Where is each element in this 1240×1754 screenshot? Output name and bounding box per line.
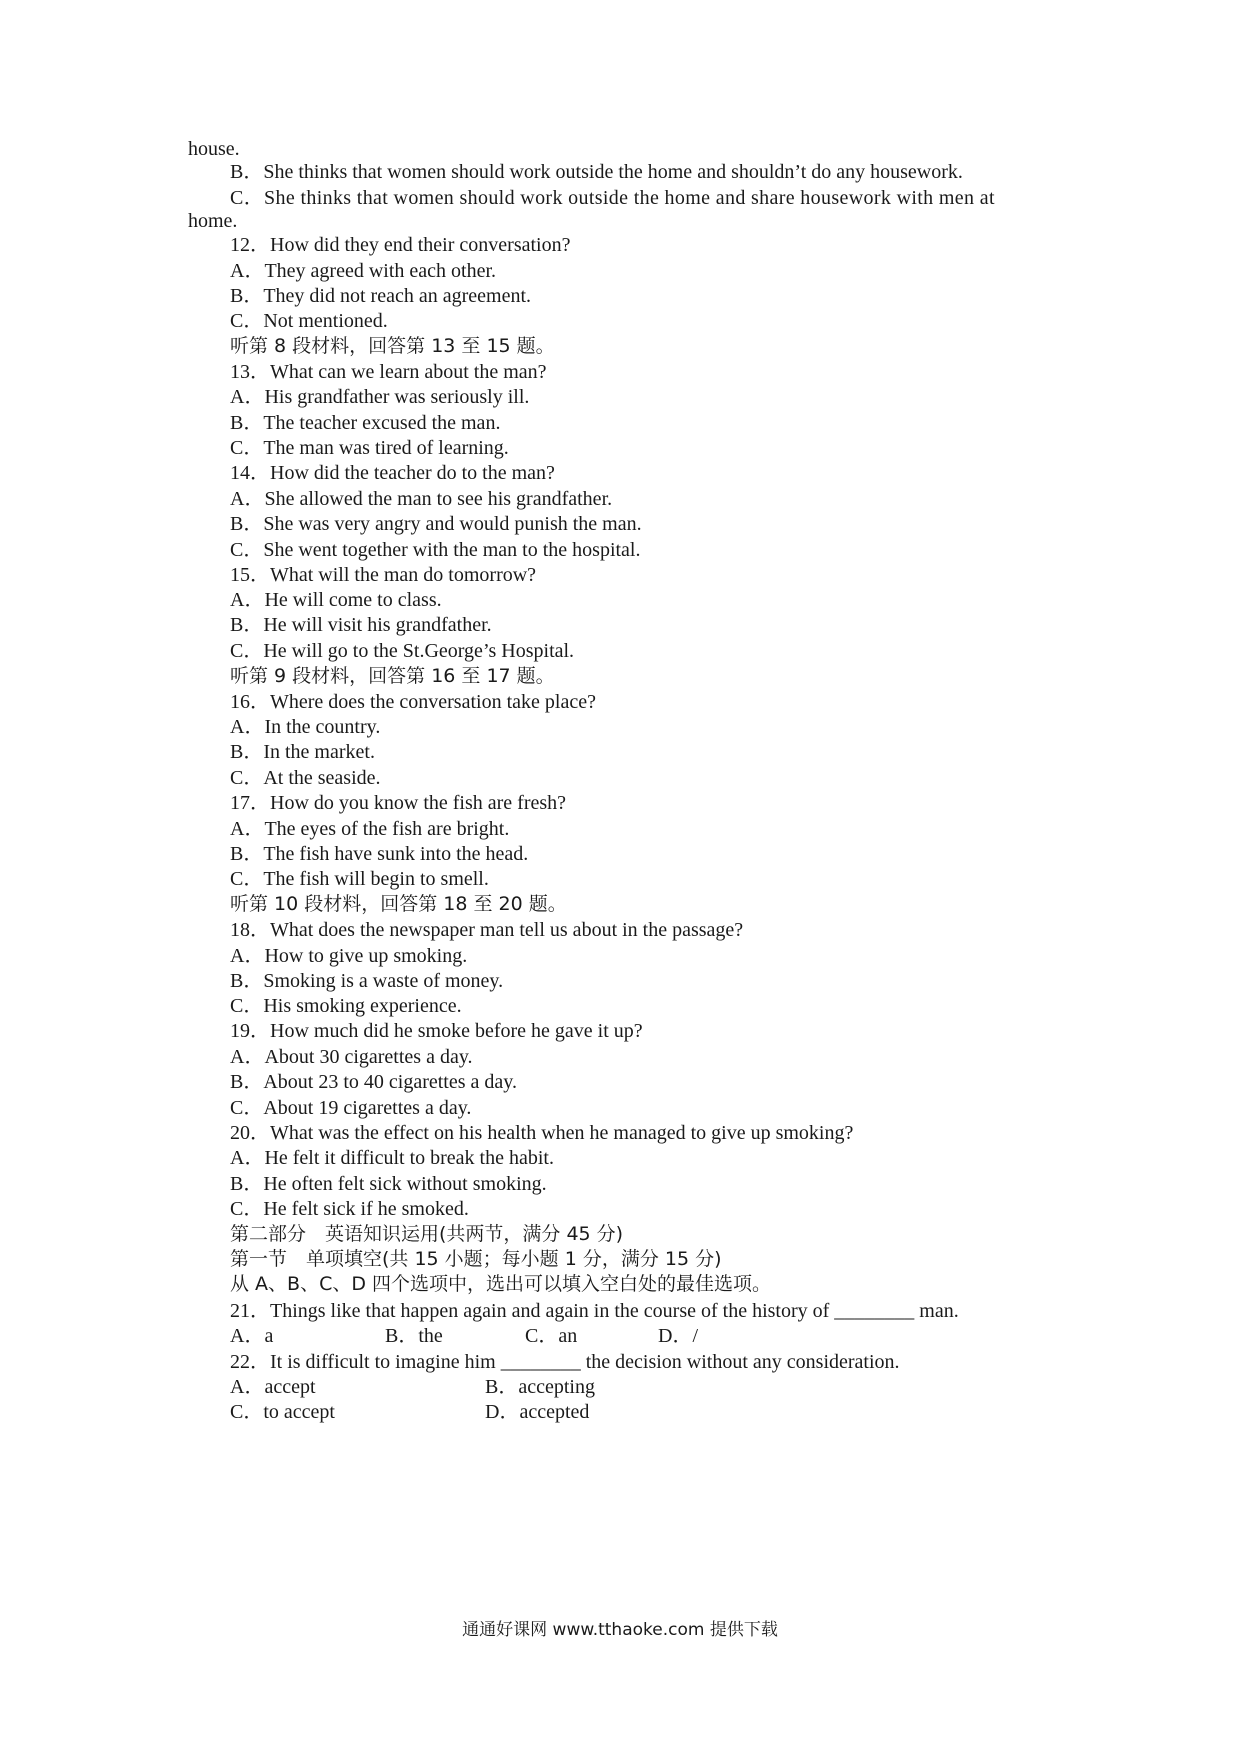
option-c: C．to accept xyxy=(230,1401,335,1423)
option-b: B．He will visit his grandfather. xyxy=(230,614,492,636)
option-b: B．Smoking is a waste of money. xyxy=(230,970,504,992)
option-c: C．She thinks that women should work outside the home and share housework with men at xyxy=(230,187,995,209)
option-c: C．About 19 cigarettes a day. xyxy=(230,1097,472,1119)
option-a: A．About 30 cigarettes a day. xyxy=(230,1046,473,1068)
option-a: A．a xyxy=(230,1325,274,1347)
option-c: C．The man was tired of learning. xyxy=(230,437,509,459)
option-d: D．accepted xyxy=(485,1401,590,1423)
option-c: C．At the seaside. xyxy=(230,767,381,789)
option-a: A．His grandfather was seriously ill. xyxy=(230,386,530,408)
option-b: B．He often felt sick without smoking. xyxy=(230,1173,547,1195)
option-a: A．In the country. xyxy=(230,716,381,738)
option-b: B．The fish have sunk into the head. xyxy=(230,843,529,865)
part-heading: 第二部分 英语知识运用(共两节，满分 45 分) xyxy=(230,1223,624,1245)
option-c: C．He felt sick if he smoked. xyxy=(230,1198,469,1220)
option-d: D．/ xyxy=(658,1325,698,1347)
option-b: B．They did not reach an agreement. xyxy=(230,285,531,307)
continued-text: house. xyxy=(188,138,240,160)
question-15: 15．What will the man do tomorrow? xyxy=(230,564,537,586)
option-a: A．He felt it difficult to break the habit. xyxy=(230,1147,554,1169)
option-c: C．His smoking experience. xyxy=(230,995,462,1017)
section-instruction: 听第 9 段材料，回答第 16 至 17 题。 xyxy=(230,665,555,687)
continued-text: home. xyxy=(188,210,238,232)
option-c: C．She went together with the man to the hospital. xyxy=(230,539,641,561)
option-c: C．The fish will begin to smell. xyxy=(230,868,489,890)
option-b: B．The teacher excused the man. xyxy=(230,412,501,434)
question-16: 16．Where does the conversation take place? xyxy=(230,691,596,713)
question-12: 12．How did they end their conversation? xyxy=(230,234,571,256)
option-a: A．They agreed with each other. xyxy=(230,260,497,282)
section-instruction: 听第 8 段材料，回答第 13 至 15 题。 xyxy=(230,335,555,357)
option-b: B．She thinks that women should work outside the home and shouldn’t do any housework. xyxy=(230,161,963,183)
option-b: B．In the market. xyxy=(230,741,375,763)
option-c: C．Not mentioned. xyxy=(230,310,388,332)
question-14: 14．How did the teacher do to the man? xyxy=(230,462,555,484)
option-a: A．The eyes of the fish are bright. xyxy=(230,818,510,840)
option-a: A．She allowed the man to see his grandfather. xyxy=(230,488,613,510)
option-a: A．He will come to class. xyxy=(230,589,442,611)
question-17: 17．How do you know the fish are fresh? xyxy=(230,792,567,814)
question-18: 18．What does the newspaper man tell us about in the passage? xyxy=(230,919,744,941)
question-19: 19．How much did he smoke before he gave it up? xyxy=(230,1020,643,1042)
option-c: C．an xyxy=(525,1325,578,1347)
page-footer: 通通好课网 www.tthaoke.com 提供下载 xyxy=(462,1620,778,1640)
option-b: B．She was very angry and would punish the man. xyxy=(230,513,642,535)
option-a: A．accept xyxy=(230,1376,316,1398)
section-heading: 第一节 单项填空(共 15 小题；每小题 1 分，满分 15 分) xyxy=(230,1248,722,1270)
question-21: 21．Things like that happen again and again in the course of the history of ________ man. xyxy=(230,1300,959,1322)
question-20: 20．What was the effect on his health when he managed to give up smoking? xyxy=(230,1122,854,1144)
option-b: B．the xyxy=(385,1325,443,1347)
option-c: C．He will go to the St.George’s Hospital. xyxy=(230,640,575,662)
question-13: 13．What can we learn about the man? xyxy=(230,361,547,383)
section-instruction: 听第 10 段材料，回答第 18 至 20 题。 xyxy=(230,893,567,915)
section-instruction: 从 A、B、C、D 四个选项中，选出可以填入空白处的最佳选项。 xyxy=(230,1273,772,1295)
question-22: 22．It is difficult to imagine him ________ the decision without any consideration. xyxy=(230,1351,900,1373)
option-b: B．accepting xyxy=(485,1376,595,1398)
option-b: B．About 23 to 40 cigarettes a day. xyxy=(230,1071,517,1093)
option-a: A．How to give up smoking. xyxy=(230,945,468,967)
